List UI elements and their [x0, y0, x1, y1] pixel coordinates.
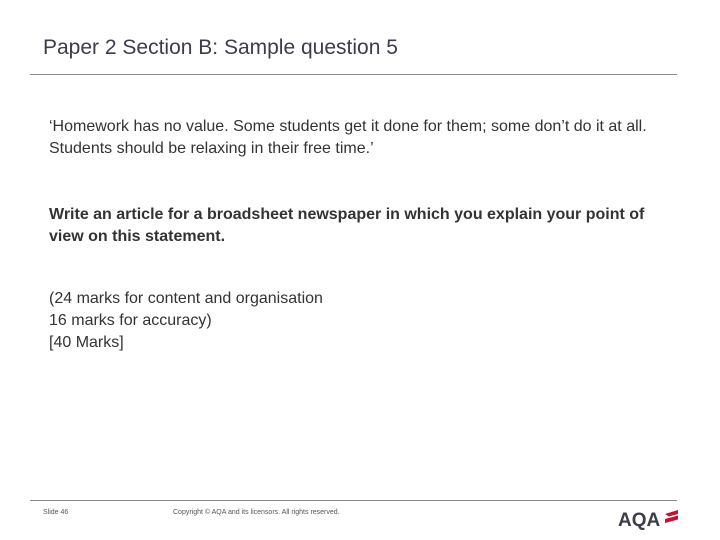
aqa-logo-text: AQA [618, 510, 661, 530]
marks-line-accuracy: 16 marks for accuracy) [49, 312, 212, 329]
aqa-logo-mark [665, 510, 678, 523]
title-divider [30, 74, 677, 75]
marks-info [49, 288, 469, 354]
question-quote: ‘Homework has no value. Some students get it done for them; some don’t do it at all. Students should be relaxing in their free time.’ [49, 118, 647, 157]
question-task: Write an article for a broadsheet newspaper in which you explain your point of view on this statement. [49, 206, 645, 245]
aqa-logo [618, 506, 680, 530]
marks-line-total: [40 Marks] [49, 334, 124, 351]
slide-number: Slide 46 [43, 509, 69, 516]
slide-title: Paper 2 Section B: Sample question 5 [43, 36, 398, 59]
marks-line-content: (24 marks for content and organisation [49, 290, 323, 307]
copyright-notice: Copyright © AQA and its licensors. All rights reserved. [173, 509, 340, 516]
footer-divider [30, 500, 677, 501]
